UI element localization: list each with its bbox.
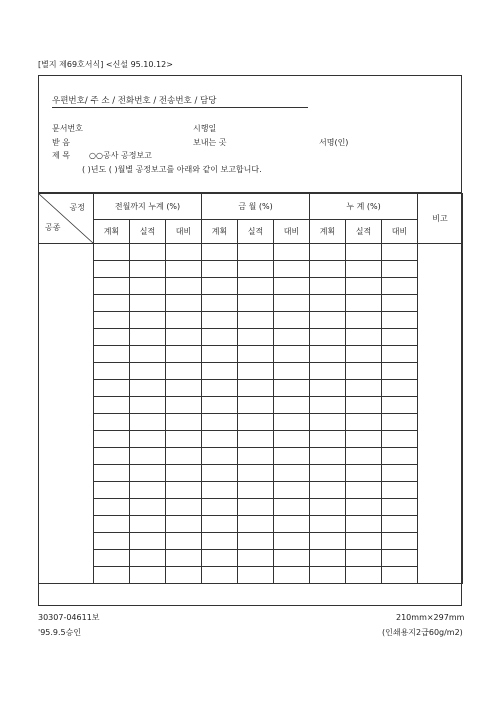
table-row [39,329,463,346]
value-cell[interactable] [94,499,130,516]
value-cell[interactable] [94,516,130,533]
value-cell[interactable] [274,533,310,550]
remark-cell[interactable] [418,499,463,516]
address-underline [52,107,308,108]
value-cell[interactable] [130,397,166,414]
remark-cell[interactable] [418,244,463,261]
value-cell[interactable] [94,295,130,312]
value-cell[interactable] [166,499,202,516]
remark-cell[interactable] [418,533,463,550]
work-type-cell[interactable] [39,567,94,584]
table-row [39,380,463,397]
subcol-ratio: 대비 [274,220,310,244]
value-cell[interactable] [274,431,310,448]
value-cell[interactable] [202,499,238,516]
value-cell[interactable] [310,329,346,346]
value-cell[interactable] [130,414,166,431]
value-cell[interactable] [238,278,274,295]
subcol-plan: 계획 [310,220,346,244]
value-cell[interactable] [238,312,274,329]
value-cell[interactable] [238,380,274,397]
value-cell[interactable] [202,414,238,431]
value-cell[interactable] [346,295,382,312]
value-cell[interactable] [346,312,382,329]
value-cell[interactable] [130,329,166,346]
report-sentence: ( )년도 ( )월별 공정보고를 아래와 같이 보고합니다. [82,165,262,174]
value-cell[interactable] [382,346,418,363]
value-cell[interactable] [202,516,238,533]
remark-cell[interactable] [418,278,463,295]
value-cell[interactable] [310,346,346,363]
value-cell[interactable] [382,278,418,295]
value-cell[interactable] [274,261,310,278]
table-row [39,550,463,567]
work-type-cell[interactable] [39,431,94,448]
value-cell[interactable] [202,567,238,584]
table-row [39,465,463,482]
value-cell[interactable] [238,244,274,261]
remark-cell[interactable] [418,567,463,584]
subject-value: ○○공사 공정보고 [89,151,152,160]
value-cell[interactable] [94,329,130,346]
value-cell[interactable] [274,380,310,397]
work-type-cell[interactable] [39,363,94,380]
value-cell[interactable] [346,414,382,431]
value-cell[interactable] [310,363,346,380]
value-cell[interactable] [274,414,310,431]
work-type-cell[interactable] [39,533,94,550]
value-cell[interactable] [238,329,274,346]
value-cell[interactable] [310,244,346,261]
value-cell[interactable] [94,380,130,397]
value-cell[interactable] [346,448,382,465]
value-cell[interactable] [238,363,274,380]
work-type-cell[interactable] [39,312,94,329]
group-header-total: 누 계 (%) [310,194,418,220]
table-row [39,278,463,295]
value-cell[interactable] [274,363,310,380]
work-type-cell[interactable] [39,329,94,346]
work-type-cell[interactable] [39,499,94,516]
remark-cell[interactable] [418,363,463,380]
value-cell[interactable] [130,295,166,312]
value-cell[interactable] [166,346,202,363]
value-cell[interactable] [166,550,202,567]
value-cell[interactable] [274,448,310,465]
value-cell[interactable] [274,312,310,329]
value-cell[interactable] [94,448,130,465]
value-cell[interactable] [274,329,310,346]
sender-label: 보내는 곳 [193,138,227,147]
value-cell[interactable] [382,516,418,533]
value-cell[interactable] [382,312,418,329]
value-cell[interactable] [94,533,130,550]
value-cell[interactable] [310,499,346,516]
value-cell[interactable] [94,397,130,414]
value-cell[interactable] [202,261,238,278]
remark-cell[interactable] [418,516,463,533]
value-cell[interactable] [94,244,130,261]
value-cell[interactable] [166,448,202,465]
value-cell[interactable] [238,465,274,482]
subcol-ratio: 대비 [166,220,202,244]
value-cell[interactable] [382,397,418,414]
value-cell[interactable] [382,567,418,584]
value-cell[interactable] [310,465,346,482]
value-cell[interactable] [166,295,202,312]
value-cell[interactable] [202,312,238,329]
value-cell[interactable] [238,346,274,363]
value-cell[interactable] [130,482,166,499]
value-cell[interactable] [202,448,238,465]
value-cell[interactable] [274,482,310,499]
remark-cell[interactable] [418,465,463,482]
value-cell[interactable] [94,414,130,431]
value-cell[interactable] [202,550,238,567]
doc-no-label: 문서번호 [52,124,83,133]
remark-cell[interactable] [418,329,463,346]
value-cell[interactable] [202,278,238,295]
work-type-cell[interactable] [39,261,94,278]
value-cell[interactable] [274,278,310,295]
value-cell[interactable] [382,295,418,312]
value-cell[interactable] [346,244,382,261]
work-type-cell[interactable] [39,482,94,499]
value-cell[interactable] [238,295,274,312]
remark-cell[interactable] [418,448,463,465]
form-label: [별지 제69호서식] <신설 95.10.12> [38,60,173,69]
subject-label: 제 목 [52,151,70,160]
value-cell[interactable] [130,516,166,533]
value-cell[interactable] [310,516,346,533]
table-row [39,431,463,448]
value-cell[interactable] [130,567,166,584]
value-cell[interactable] [346,465,382,482]
value-cell[interactable] [166,516,202,533]
value-cell[interactable] [382,448,418,465]
value-cell[interactable] [238,550,274,567]
subcol-plan: 계획 [94,220,130,244]
value-cell[interactable] [238,261,274,278]
work-type-cell[interactable] [39,295,94,312]
value-cell[interactable] [202,295,238,312]
work-type-cell[interactable] [39,346,94,363]
value-cell[interactable] [130,448,166,465]
table-row [39,567,463,584]
work-type-cell[interactable] [39,448,94,465]
value-cell[interactable] [310,261,346,278]
footer-code: 30307-04611보 [38,613,100,622]
value-cell[interactable] [346,516,382,533]
value-cell[interactable] [202,363,238,380]
value-cell[interactable] [346,567,382,584]
value-cell[interactable] [202,533,238,550]
value-cell[interactable] [382,465,418,482]
table-row [39,397,463,414]
value-cell[interactable] [94,346,130,363]
value-cell[interactable] [310,397,346,414]
value-cell[interactable] [382,363,418,380]
work-type-cell[interactable] [39,244,94,261]
footer-paper: (인쇄용지2급60g/m2) [382,628,463,637]
remark-cell[interactable] [418,431,463,448]
value-cell[interactable] [382,533,418,550]
value-cell[interactable] [130,261,166,278]
value-cell[interactable] [346,261,382,278]
table-row [39,516,463,533]
subcol-actual: 실적 [346,220,382,244]
table-row [39,261,463,278]
value-cell[interactable] [274,295,310,312]
work-type-cell[interactable] [39,278,94,295]
address-line: 우편번호/ 주 소 / 전화번호 / 전송번호 / 담당 [52,96,217,106]
value-cell[interactable] [166,397,202,414]
value-cell[interactable] [310,448,346,465]
value-cell[interactable] [166,312,202,329]
table-row [39,312,463,329]
value-cell[interactable] [346,550,382,567]
remark-cell[interactable] [418,261,463,278]
value-cell[interactable] [346,380,382,397]
table-row [39,414,463,431]
footer-approval: '95.9.5승인 [38,628,82,637]
value-cell[interactable] [274,567,310,584]
value-cell[interactable] [382,329,418,346]
work-type-cell[interactable] [39,516,94,533]
value-cell[interactable] [382,431,418,448]
table-row [39,295,463,312]
work-type-cell[interactable] [39,380,94,397]
value-cell[interactable] [382,244,418,261]
value-cell[interactable] [94,431,130,448]
work-type-cell[interactable] [39,465,94,482]
value-cell[interactable] [310,380,346,397]
value-cell[interactable] [130,346,166,363]
value-cell[interactable] [166,261,202,278]
value-cell[interactable] [274,244,310,261]
value-cell[interactable] [202,329,238,346]
work-type-cell[interactable] [39,414,94,431]
value-cell[interactable] [202,244,238,261]
value-cell[interactable] [94,482,130,499]
value-cell[interactable] [310,312,346,329]
value-cell[interactable] [274,465,310,482]
value-cell[interactable] [166,363,202,380]
value-cell[interactable] [94,363,130,380]
value-cell[interactable] [130,533,166,550]
remark-cell[interactable] [418,312,463,329]
value-cell[interactable] [166,482,202,499]
value-cell[interactable] [238,516,274,533]
value-cell[interactable] [166,380,202,397]
remark-header: 비고 [418,194,463,244]
value-cell[interactable] [94,261,130,278]
table-row [39,363,463,380]
work-type-cell[interactable] [39,397,94,414]
value-cell[interactable] [202,346,238,363]
value-cell[interactable] [94,465,130,482]
value-cell[interactable] [130,363,166,380]
corner-top-label: 공정 [69,203,85,212]
subcol-plan: 계획 [202,220,238,244]
value-cell[interactable] [346,431,382,448]
value-cell[interactable] [310,567,346,584]
value-cell[interactable] [238,414,274,431]
value-cell[interactable] [166,567,202,584]
value-cell[interactable] [310,431,346,448]
value-cell[interactable] [382,482,418,499]
value-cell[interactable] [166,329,202,346]
receive-label: 받 음 [52,138,70,147]
value-cell[interactable] [202,465,238,482]
value-cell[interactable] [346,499,382,516]
value-cell[interactable] [130,431,166,448]
value-cell[interactable] [274,550,310,567]
value-cell[interactable] [274,397,310,414]
value-cell[interactable] [238,499,274,516]
group-header-prev: 전월까지 누계 (%) [94,194,202,220]
group-header-current: 금 월 (%) [202,194,310,220]
remark-cell[interactable] [418,482,463,499]
value-cell[interactable] [166,465,202,482]
value-cell[interactable] [238,482,274,499]
table-row [39,499,463,516]
table-row [39,533,463,550]
remark-cell[interactable] [418,295,463,312]
value-cell[interactable] [274,516,310,533]
footer-size: 210mm×297mm [396,613,465,622]
value-cell[interactable] [310,482,346,499]
subcol-actual: 실적 [130,220,166,244]
value-cell[interactable] [274,499,310,516]
value-cell[interactable] [238,567,274,584]
value-cell[interactable] [94,278,130,295]
value-cell[interactable] [94,567,130,584]
value-cell[interactable] [382,550,418,567]
value-cell[interactable] [202,380,238,397]
table-row [39,482,463,499]
progress-table [38,193,463,584]
enforce-date-label: 시행일 [193,124,217,133]
remark-cell[interactable] [418,550,463,567]
value-cell[interactable] [346,533,382,550]
value-cell[interactable] [346,482,382,499]
value-cell[interactable] [166,533,202,550]
subcol-actual: 실적 [238,220,274,244]
value-cell[interactable] [382,380,418,397]
value-cell[interactable] [382,499,418,516]
value-cell[interactable] [346,278,382,295]
table-row [39,448,463,465]
value-cell[interactable] [94,312,130,329]
value-cell[interactable] [202,397,238,414]
value-cell[interactable] [310,550,346,567]
value-cell[interactable] [166,431,202,448]
corner-cell [39,194,94,244]
table-row [39,244,463,261]
value-cell[interactable] [166,278,202,295]
value-cell[interactable] [202,482,238,499]
value-cell[interactable] [346,363,382,380]
value-cell[interactable] [238,533,274,550]
subcol-ratio: 대비 [382,220,418,244]
corner-bottom-label: 공종 [45,223,61,232]
value-cell[interactable] [238,397,274,414]
value-cell[interactable] [346,346,382,363]
value-cell[interactable] [238,431,274,448]
work-type-cell[interactable] [39,550,94,567]
value-cell[interactable] [130,244,166,261]
remark-cell[interactable] [418,346,463,363]
value-cell[interactable] [382,414,418,431]
remark-cell[interactable] [418,397,463,414]
value-cell[interactable] [130,278,166,295]
value-cell[interactable] [310,533,346,550]
remark-cell[interactable] [418,414,463,431]
value-cell[interactable] [346,329,382,346]
value-cell[interactable] [130,380,166,397]
value-cell[interactable] [310,295,346,312]
value-cell[interactable] [310,414,346,431]
value-cell[interactable] [274,346,310,363]
value-cell[interactable] [238,448,274,465]
value-cell[interactable] [346,397,382,414]
value-cell[interactable] [130,499,166,516]
table-row [39,346,463,363]
remark-cell[interactable] [418,380,463,397]
sign-label: 서명(인) [319,138,349,147]
value-cell[interactable] [130,312,166,329]
value-cell[interactable] [166,244,202,261]
value-cell[interactable] [310,278,346,295]
value-cell[interactable] [166,414,202,431]
value-cell[interactable] [202,431,238,448]
value-cell[interactable] [130,550,166,567]
value-cell[interactable] [94,550,130,567]
value-cell[interactable] [382,261,418,278]
value-cell[interactable] [130,465,166,482]
